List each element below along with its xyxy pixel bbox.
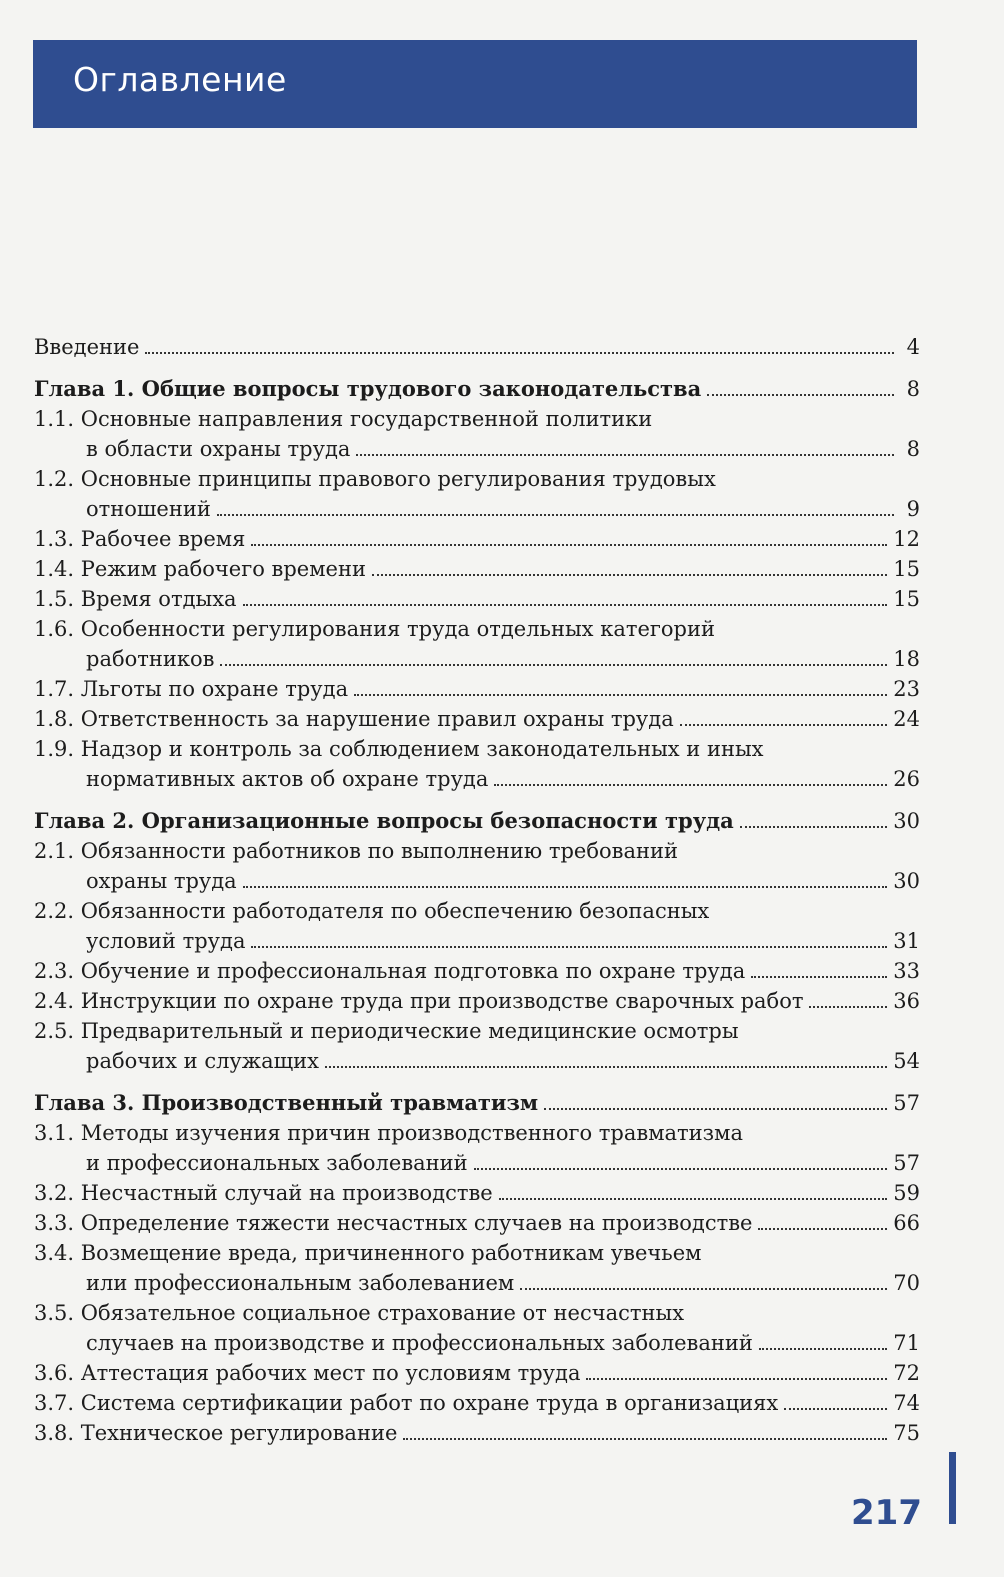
toc-page-number: 15 xyxy=(893,557,920,581)
page-title: Оглавление xyxy=(73,60,287,99)
toc-page-number: 9 xyxy=(906,497,920,521)
dot-leader xyxy=(243,886,888,888)
toc-entry[interactable] xyxy=(34,836,920,896)
toc-entry-title: 1.2. Основные принципы правового регулирования трудовых xyxy=(34,467,716,491)
toc-page-number: 24 xyxy=(893,707,920,731)
dot-leader xyxy=(243,604,888,606)
toc-entry[interactable] xyxy=(34,332,920,362)
toc-entry[interactable] xyxy=(34,1178,920,1208)
toc-entry-title: 1.9. Надзор и контроль за соблюдением законодательных и иных xyxy=(34,737,764,761)
dot-leader xyxy=(759,1348,887,1350)
dot-leader xyxy=(356,454,894,456)
toc-entry[interactable] xyxy=(34,464,920,524)
toc-entry[interactable] xyxy=(34,1388,920,1418)
toc-entry-title: отношений xyxy=(86,497,211,521)
header-band xyxy=(33,40,917,128)
toc-entry[interactable] xyxy=(34,1418,920,1448)
toc-entry-title: и профессиональных заболеваний xyxy=(86,1151,468,1175)
toc-page-number: 8 xyxy=(906,437,920,461)
toc-entry[interactable] xyxy=(34,1358,920,1388)
toc-entry-title: 2.3. Обучение и профессиональная подготовка по охране труда xyxy=(34,959,746,983)
toc-chapter-entry[interactable] xyxy=(34,374,920,404)
toc-entry-title: 3.1. Методы изучения причин производственного травматизма xyxy=(34,1121,743,1145)
table-of-contents xyxy=(34,332,920,1448)
toc-page-number: 30 xyxy=(893,869,920,893)
toc-entry-title: 1.1. Основные направления государственной политики xyxy=(34,407,653,431)
dot-leader xyxy=(499,1198,888,1200)
toc-entry-title: рабочих и служащих xyxy=(86,1049,319,1073)
dot-leader xyxy=(325,1066,887,1068)
toc-entry-title: 1.5. Время отдыха xyxy=(34,587,237,611)
toc-entry-title: 3.4. Возмещение вреда, причиненного работникам увечьем xyxy=(34,1241,702,1265)
dot-leader xyxy=(251,544,887,546)
toc-page-number: 18 xyxy=(893,647,920,671)
toc-entry-title: 3.6. Аттестация рабочих мест по условиям труда xyxy=(34,1361,581,1385)
dot-leader xyxy=(354,694,887,696)
page-number: 217 xyxy=(851,1493,922,1533)
toc-page-number: 72 xyxy=(893,1361,920,1385)
page-marker-bar xyxy=(949,1452,956,1524)
toc-entry-title: Глава 2. Организационные вопросы безопасности труда xyxy=(34,808,734,833)
toc-entry-title: охраны труда xyxy=(86,869,237,893)
toc-entry-title: Глава 1. Общие вопросы трудового законодательства xyxy=(34,376,702,401)
toc-entry-title: 3.3. Определение тяжести несчастных случаев на производстве xyxy=(34,1211,753,1235)
toc-entry[interactable] xyxy=(34,584,920,614)
toc-entry-title: 3.2. Несчастный случай на производстве xyxy=(34,1181,493,1205)
toc-entry[interactable] xyxy=(34,734,920,794)
toc-entry[interactable] xyxy=(34,1208,920,1238)
dot-leader xyxy=(494,784,887,786)
toc-entry[interactable] xyxy=(34,1016,920,1076)
dot-leader xyxy=(707,394,894,396)
toc-entry-title: 2.1. Обязанности работников по выполнению требований xyxy=(34,839,678,863)
toc-entry[interactable] xyxy=(34,704,920,734)
toc-entry-title: Введение xyxy=(34,335,140,359)
dot-leader xyxy=(758,1228,887,1230)
dot-leader xyxy=(751,976,887,978)
toc-entry-title: нормативных актов об охране труда xyxy=(86,767,489,791)
toc-entry-title: 3.8. Техническое регулирование xyxy=(34,1421,398,1445)
toc-entry[interactable] xyxy=(34,1298,920,1358)
toc-page-number: 30 xyxy=(893,809,920,833)
toc-entry[interactable] xyxy=(34,986,920,1016)
toc-entry[interactable] xyxy=(34,1238,920,1298)
dot-leader xyxy=(403,1438,887,1440)
toc-page-number: 59 xyxy=(893,1181,920,1205)
toc-page-number: 71 xyxy=(893,1331,920,1355)
toc-entry-title: случаев на производстве и профессиональных заболеваний xyxy=(86,1331,753,1355)
toc-page-number: 70 xyxy=(893,1271,920,1295)
toc-page-number: 15 xyxy=(893,587,920,611)
toc-entry-title: 2.2. Обязанности работодателя по обеспечению безопасных xyxy=(34,899,710,923)
toc-entry-title: условий труда xyxy=(86,929,246,953)
toc-entry-title: 3.7. Система сертификации работ по охране труда в организациях xyxy=(34,1391,779,1415)
toc-entry-title: 1.4. Режим рабочего времени xyxy=(34,557,366,581)
toc-page-number: 66 xyxy=(893,1211,920,1235)
toc-entry-title: 1.3. Рабочее время xyxy=(34,527,246,551)
dot-leader xyxy=(784,1408,887,1410)
dot-leader xyxy=(586,1378,887,1380)
dot-leader xyxy=(680,724,888,726)
toc-entry-title: Глава 3. Производственный травматизм xyxy=(34,1090,539,1115)
toc-page-number: 23 xyxy=(893,677,920,701)
toc-page-number: 54 xyxy=(893,1049,920,1073)
toc-page-number: 33 xyxy=(893,959,920,983)
toc-entry[interactable] xyxy=(34,1118,920,1178)
toc-page-number: 74 xyxy=(893,1391,920,1415)
toc-entry-title: или профессиональным заболеванием xyxy=(86,1271,515,1295)
dot-leader xyxy=(809,1006,887,1008)
toc-page-number: 8 xyxy=(906,377,920,401)
toc-page-number: 57 xyxy=(893,1091,920,1115)
toc-page-number: 75 xyxy=(893,1421,920,1445)
toc-entry-title: 3.5. Обязательное социальное страхование от несчастных xyxy=(34,1301,685,1325)
toc-entry[interactable] xyxy=(34,896,920,956)
dot-leader xyxy=(220,664,887,666)
dot-leader xyxy=(474,1168,888,1170)
toc-entry-title: 1.7. Льготы по охране труда xyxy=(34,677,349,701)
toc-entry[interactable] xyxy=(34,524,920,554)
toc-page-number: 26 xyxy=(893,767,920,791)
toc-entry-title: 1.6. Особенности регулирования труда отдельных категорий xyxy=(34,617,715,641)
toc-chapter-entry[interactable] xyxy=(34,806,920,836)
dot-leader xyxy=(145,352,894,354)
toc-page-number: 12 xyxy=(893,527,920,551)
toc-page-number: 4 xyxy=(906,335,920,359)
dot-leader xyxy=(372,574,887,576)
toc-entry-title: в области охраны труда xyxy=(86,437,351,461)
toc-entry-title: 1.8. Ответственность за нарушение правил охраны труда xyxy=(34,707,674,731)
toc-page-number: 57 xyxy=(893,1151,920,1175)
dot-leader xyxy=(544,1108,887,1110)
dot-leader xyxy=(740,826,887,828)
toc-page-number: 36 xyxy=(893,989,920,1013)
toc-entry-title: работников xyxy=(86,647,215,671)
toc-entry[interactable] xyxy=(34,614,920,674)
toc-entry-title: 2.4. Инструкции по охране труда при производстве сварочных работ xyxy=(34,989,804,1013)
toc-entry[interactable] xyxy=(34,674,920,704)
toc-chapter-entry[interactable] xyxy=(34,1088,920,1118)
toc-entry[interactable] xyxy=(34,554,920,584)
dot-leader xyxy=(520,1288,887,1290)
dot-leader xyxy=(251,946,887,948)
toc-page-number: 31 xyxy=(893,929,920,953)
toc-entry[interactable] xyxy=(34,404,920,464)
toc-entry[interactable] xyxy=(34,956,920,986)
toc-entry-title: 2.5. Предварительный и периодические медицинские осмотры xyxy=(34,1019,739,1043)
dot-leader xyxy=(217,514,894,516)
